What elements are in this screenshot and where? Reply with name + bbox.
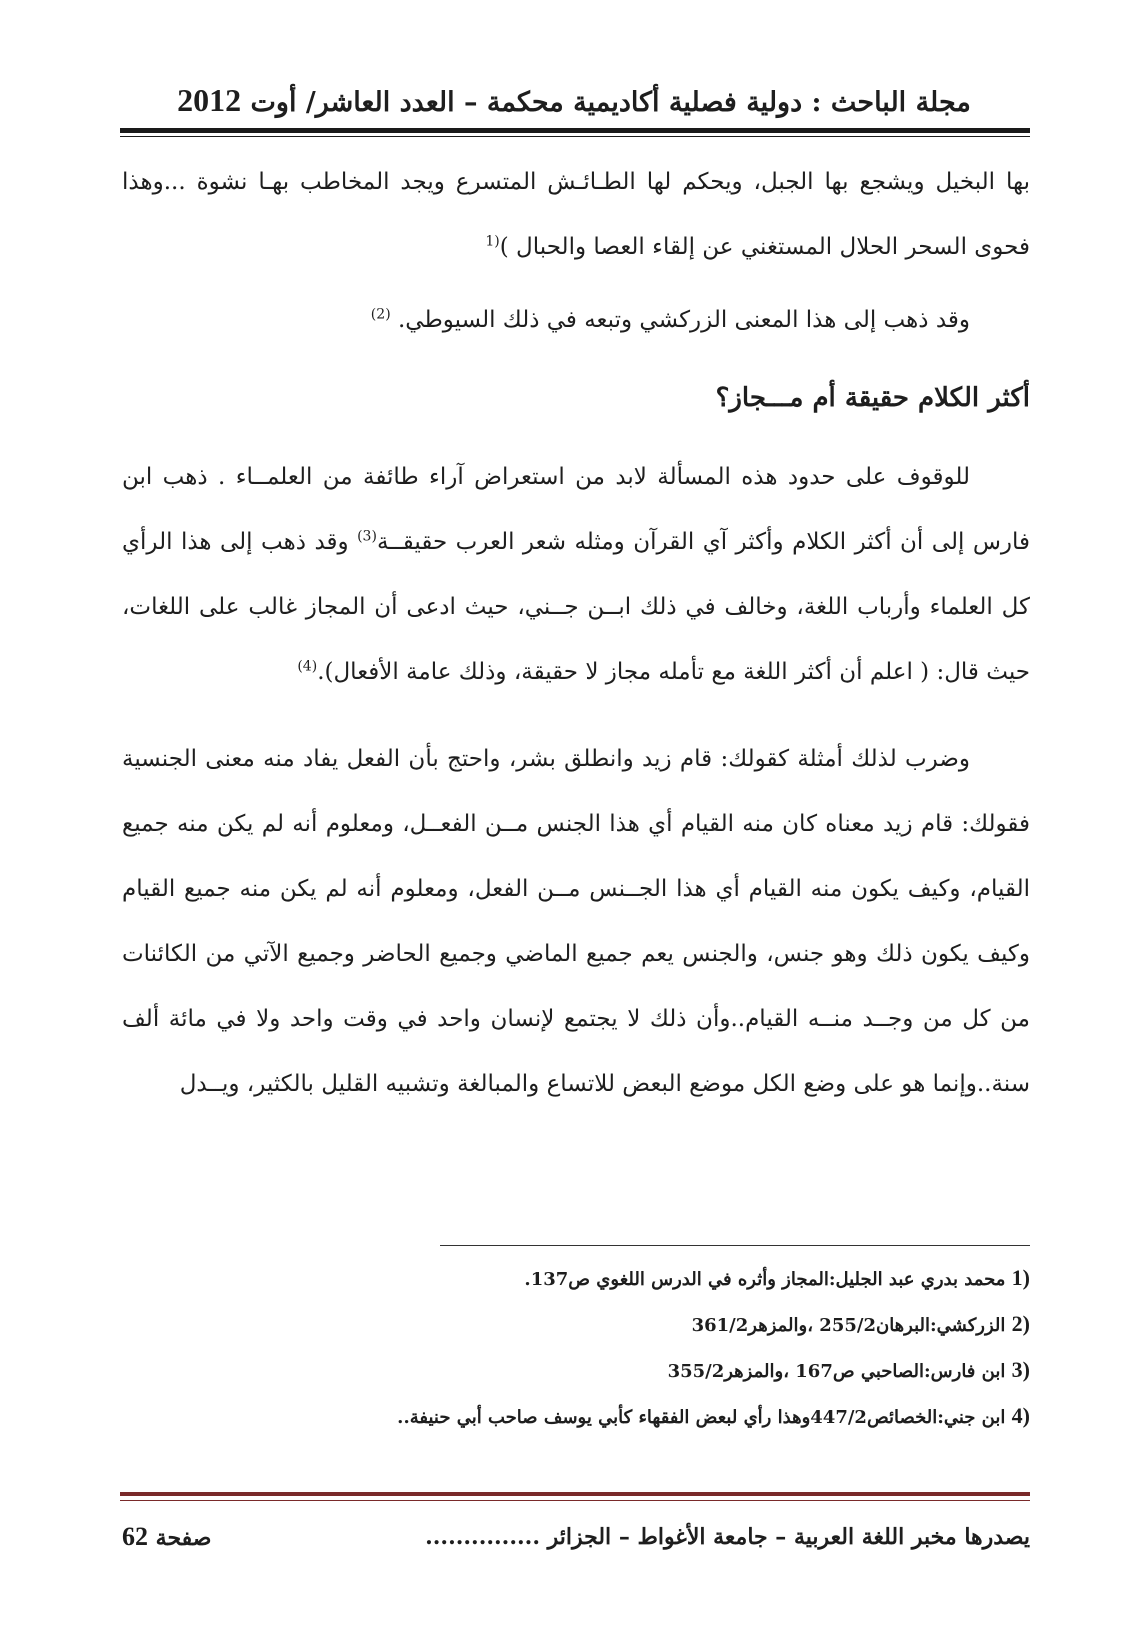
footnote-ref-2: (2)	[370, 306, 391, 323]
journal-title: مجلة الباحث : دولية فصلية أكاديمية محكمة – العدد العاشر/ أوت	[250, 87, 971, 118]
footnote-separator	[440, 1245, 1030, 1246]
footnote-4: (4 ابن جني:الخصائص447/2وهذا رأي لبعض الفقهاء كأبي يوسف صاحب أبي حنيفة..	[397, 1403, 1030, 1428]
footnote-ref-4: (4)	[297, 658, 318, 675]
publisher-line: يصدرها مخبر اللغة العربية – جامعة الأغواط – الجزائر ...............	[425, 1524, 1030, 1550]
section-heading: أكثر الكلام حقيقة أم مـــجاز؟	[715, 383, 1030, 413]
journal-year: 2012	[177, 82, 242, 118]
header-rule	[120, 128, 1030, 133]
journal-header	[118, 80, 1030, 120]
paragraph-2: وقد ذهب إلى هذا المعنى الزركشي وتبعه في ذلك السيوطي. $^{(2)}$	[370, 306, 970, 333]
page-footer	[122, 1512, 1030, 1562]
article-body	[122, 150, 1030, 1117]
footer-rule	[120, 1492, 1030, 1496]
footnote-2: (2 الزركشي:البرهان255/2 ،والمزهر361/2	[691, 1311, 1030, 1336]
header-rule-thin	[120, 136, 1030, 137]
footer-rule-thin	[120, 1500, 1030, 1501]
paragraph-3: للوقوف على حدود هذه المسألة لابد من استعراض آراء طائفة من العلمــاء . ذهب ابن فارس إلى أن أكثر الكلام وأكثر آي القرآن ومثله شعر العرب حقيقــة$^{(3)}$ وقد ذهب إلى هذا الرأي كل العلماء وأرباب اللغة، وخالف في ذلك ابــن جــني، حيث ادعى أن المجاز غالب على اللغات، حيث قال: ( اعلم أن أكثر اللغة مع تأمله مجاز لا حقيقة، وذلك عامة الأفعال).$^{(4)}$	[122, 464, 1030, 685]
footnote-1: (1 محمد بدري عبد الجليل:المجاز وأثره في الدرس اللغوي ص137.	[524, 1265, 1030, 1290]
paragraph-1: بها البخيل ويشجع بها الجبل، ويحكم لها الطـائـش المتسرع ويجد المخاطب بهـا نشوة ...وهذا فحوى السحر الحلال المستغني عن إلقاء العصا والحبال )$^{(1}$	[122, 169, 1030, 260]
footnotes	[122, 1256, 1030, 1440]
footnote-ref-1: (1	[485, 233, 500, 250]
page-number: صفحة 62	[122, 1522, 212, 1551]
footnote-ref-3: (3)	[357, 528, 377, 545]
paragraph-4: وضرب لذلك أمثلة كقولك: قام زيد وانطلق بشر، واحتج بأن الفعل يفاد منه معنى الجنسية فقولك: قام زيد معناه كان منه القيام أي هذا الجنس مــن الفعــل، ومعلوم أنه لم يكن منه جميع القيام، وكيف يكون منه القيام أي هذا الجــنس مــن الفعل، ومعلوم أنه لم يكن منه جميع القيام وكيف يكون ذلك وهو جنس، والجنس يعم جميع الماضي وجميع الحاضر وجميع الآتي من الكائنات من كل من وجــد منــه القيام..وأن ذلك لا يجتمع لإنسان واحد في وقت واحد ولا في مائة ألف سنة..وإنما هو على وضع الكل موضع البعض للاتساع والمبالغة وتشبيه القليل بالكثير، ويــدل	[122, 746, 1030, 1097]
footnote-3: (3 ابن فارس:الصاحبي ص167 ،والمزهر355/2	[667, 1357, 1030, 1382]
